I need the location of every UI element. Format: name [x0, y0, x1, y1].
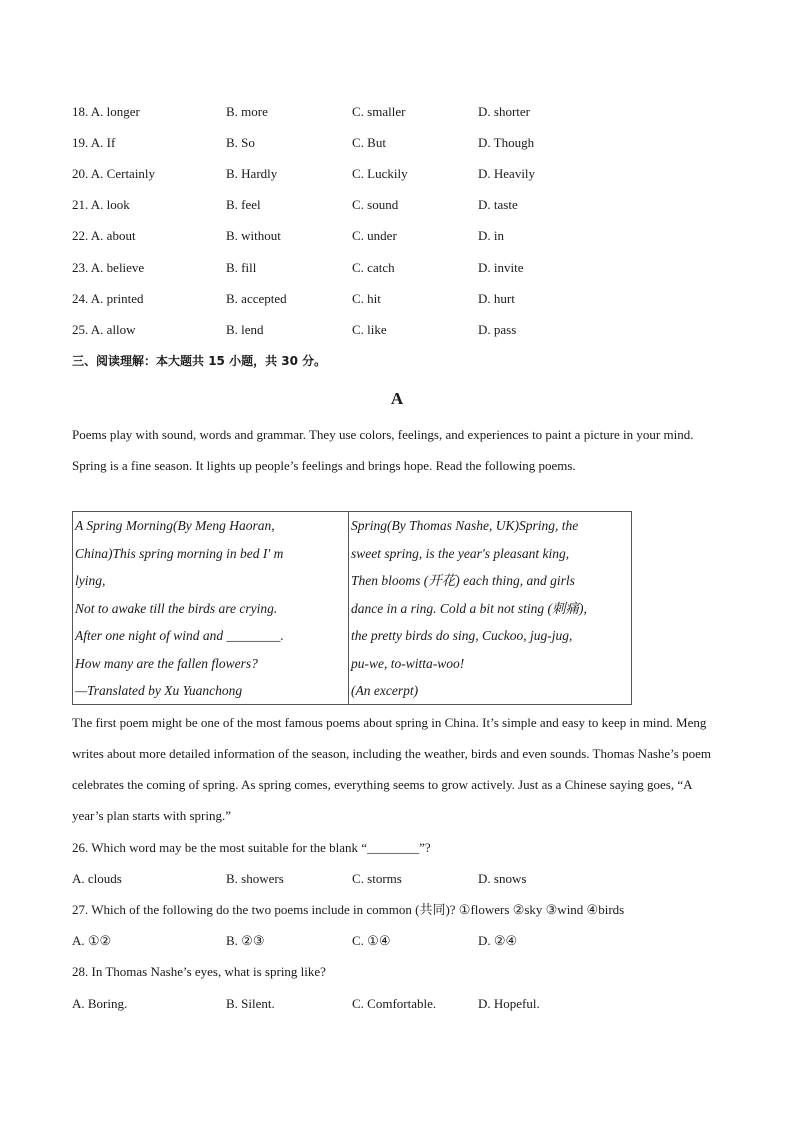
option-b: B. Hardly — [226, 166, 278, 181]
option-a: 23. A. believe — [72, 260, 145, 275]
option-a: 22. A. about — [72, 228, 136, 243]
option-d: D. shorter — [478, 104, 530, 119]
question-28-options — [72, 994, 712, 1014]
section-title-prefix: 三、阅读理解：本大题共 — [72, 354, 209, 368]
poem-line: China)This spring morning in bed I' m — [75, 545, 284, 561]
passage-analysis: The first poem might be one of the most famous poems about spring in China. It’s simple and easy to keep in mind. Meng writes about more detailed information of the season, including the weather, birds and even sounds. Thomas Nashe’s poem celebrates the coming of spring. As spring comes, everything seems to grow actively. Just as a Chinese saying goes, “A year’s plan starts with spring.” — [72, 715, 711, 823]
option-b: B. Silent. — [226, 996, 275, 1011]
option-b: B. lend — [226, 322, 264, 337]
passage-letter: A — [390, 389, 404, 408]
question-row-21 — [72, 195, 712, 215]
option-b: B. accepted — [226, 291, 287, 306]
option-d: D. invite — [478, 260, 524, 275]
option-d: D. ②④ — [478, 933, 518, 948]
option-c: C. ①④ — [352, 933, 391, 948]
option-a: A. Boring. — [72, 996, 128, 1011]
option-d: D. Heavily — [478, 166, 536, 181]
option-b: B. more — [226, 104, 268, 119]
poem-line: How many are the fallen flowers? — [75, 655, 258, 671]
question-row-24 — [72, 289, 712, 309]
option-c: C. smaller — [352, 104, 406, 119]
option-b: B. So — [226, 135, 255, 150]
option-a: 20. A. Certainly — [72, 166, 156, 181]
passage-intro: Poems play with sound, words and grammar. They use colors, feelings, and experiences to paint a picture in your mind. Spring is a fine season. It lights up people’s feelings and brings hope. Read the following poems. — [72, 427, 694, 473]
option-d: D. pass — [478, 322, 517, 337]
option-c: C. storms — [352, 871, 402, 886]
poem-cell-thomas-nashe — [349, 512, 631, 704]
poem-line: pu-we, to-witta-woo! — [351, 655, 465, 671]
poem-line: A Spring Morning(By Meng Haoran, — [75, 518, 275, 533]
question-27-options — [72, 931, 712, 951]
section-question-count: 15 — [208, 354, 225, 368]
poem-line: Spring(By Thomas Nashe, UK)Spring, the — [351, 518, 579, 533]
option-c: C. sound — [352, 197, 399, 212]
question-row-18 — [72, 102, 712, 122]
poem-cell-meng-haoran — [73, 512, 349, 704]
option-d: D. in — [478, 228, 504, 243]
option-d: D. hurt — [478, 291, 515, 306]
option-a: 18. A. longer — [72, 104, 140, 119]
option-c: C. catch — [352, 260, 395, 275]
section-heading — [72, 351, 326, 371]
option-b: B. showers — [226, 871, 284, 886]
option-b: B. ②③ — [226, 933, 265, 948]
poem-line: lying, — [75, 573, 106, 588]
poem-line: —Translated by Xu Yuanchong — [75, 683, 243, 698]
section-title-suffix: 分。 — [297, 354, 327, 368]
poem-line: Not to awake till the birds are crying. — [75, 600, 278, 616]
question-26-options — [72, 869, 712, 889]
option-d: D. taste — [478, 197, 518, 212]
poem-line: Then blooms (开花) each thing, and girls — [351, 573, 575, 588]
poem-line: dance in a ring. Cold a bit not sting (刺痛), — [351, 600, 587, 616]
poem-line: (An excerpt) — [351, 683, 419, 698]
option-a: 19. A. If — [72, 135, 116, 150]
option-c: C. hit — [352, 291, 381, 306]
question-row-25 — [72, 320, 712, 340]
option-a: A. ①② — [72, 933, 112, 948]
section-title-mid: 小题，共 — [224, 354, 282, 368]
question-row-20 — [72, 164, 712, 184]
option-a: 25. A. allow — [72, 322, 136, 337]
option-c: C. Luckily — [352, 166, 408, 181]
poem-line: the pretty birds do sing, Cuckoo, jug-jug, — [351, 628, 573, 643]
option-c: C. under — [352, 228, 397, 243]
option-b: B. without — [226, 228, 281, 243]
option-d: D. Hopeful. — [478, 996, 540, 1011]
question-row-19 — [72, 133, 712, 153]
option-a: 21. A. look — [72, 197, 130, 212]
option-d: D. snows — [478, 871, 527, 886]
question-27-stem: 27. Which of the following do the two poems include in common (共同)? ①flowers ②sky ③wind ④birds — [72, 902, 625, 917]
option-d: D. Though — [478, 135, 535, 150]
option-c: C. like — [352, 322, 387, 337]
option-a: 24. A. printed — [72, 291, 144, 306]
option-c: C. Comfortable. — [352, 996, 437, 1011]
question-row-23 — [72, 258, 712, 278]
question-row-22 — [72, 226, 712, 246]
option-b: B. fill — [226, 260, 257, 275]
option-a: A. clouds — [72, 871, 122, 886]
poem-line: After one night of wind and ________. — [75, 628, 284, 643]
question-26-stem: 26. Which word may be the most suitable for the blank “________”? — [72, 840, 431, 855]
question-28-stem: 28. In Thomas Nashe’s eyes, what is spring like? — [72, 964, 326, 979]
poem-table — [72, 511, 632, 705]
option-b: B. feel — [226, 197, 261, 212]
poem-line: sweet spring, is the year's pleasant king, — [351, 545, 570, 561]
option-c: C. But — [352, 135, 386, 150]
section-score: 30 — [281, 354, 298, 368]
